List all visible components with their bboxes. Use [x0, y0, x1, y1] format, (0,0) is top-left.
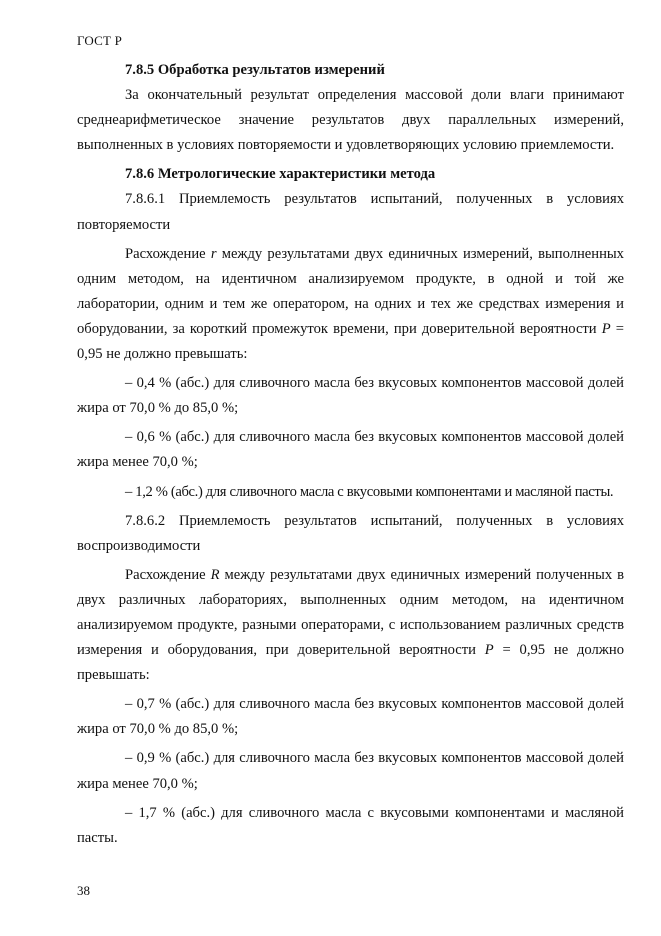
- paragraph-processing-results: За окончательный результат определения массовой доли влаги принимают среднеарифметическое значение результатов двух параллельных измерений, выполненных в условиях повторяемости и удовлетворяющих условию приемлемости.: [77, 87, 624, 154]
- text-run: Расхождение: [125, 566, 211, 583]
- symbol-p: P: [484, 642, 494, 659]
- document-header: ГОСТ Р: [77, 33, 123, 48]
- list-item-repeatability-2: – 0,6 % (абс.) для сливочного масла без вкусовых компонентов массовой долей жира менее 70,0 %;: [77, 429, 624, 471]
- list-item-reproducibility-1: – 0,7 % (абс.) для сливочного масла без вкусовых компонентов массовой долей жира от 70,0 % до 85,0 %;: [77, 696, 624, 738]
- section-heading-7-8-5: 7.8.5 Обработка результатов измерений: [125, 62, 385, 78]
- subsection-title-7-8-6-2: 7.8.6.2 Приемлемость результатов испытаний, полученных в условиях воспроизводимости: [77, 512, 624, 554]
- subsection-title-7-8-6-1: 7.8.6.1 Приемлемость результатов испытаний, полученных в условиях повторяемости: [77, 191, 624, 233]
- text-run: между результатами двух единичных измерений полученных в двух различных лабораториях, выполненных одним методом, на идентичном анализируемом продукте, разными операторами, с использованием различных средств измерения и оборудования, при доверительной вероятности: [77, 566, 624, 659]
- list-item-reproducibility-3: – 1,7 % (абс.) для сливочного масла с вкусовыми компонентами и масляной пасты.: [77, 804, 624, 846]
- text-run: между результатами двух единичных измерений, выполненных одним методом, на идентичном анализируемом продукте, в одной и той же лаборатории, одним и тем же оператором, на одних и тех же средствах измерения и оборудовании, за короткий промежуток времени, при доверительной вероятности: [77, 245, 624, 337]
- list-item-reproducibility-2: – 0,9 % (абс.) для сливочного масла без вкусовых компонентов массовой долей жира менее 70,0 %;: [77, 750, 624, 792]
- list-item-repeatability-3: – 1,2 % (абс.) для сливочного масла с вкусовыми компонентами и масляной пасты.: [125, 483, 614, 500]
- paragraph-repeatability-discrepancy: [77, 242, 624, 367]
- page-number: 38: [77, 883, 90, 898]
- symbol-p: P: [601, 320, 611, 337]
- symbol-capital-r: R: [210, 566, 220, 583]
- page-content: [77, 58, 624, 851]
- text-run: Расхождение: [125, 245, 211, 262]
- text-run: = 0,95 не должно превышать:: [77, 642, 624, 684]
- list-item-repeatability-1: – 0,4 % (абс.) для сливочного масла без вкусовых компонентов массовой долей жира от 70,0 % до 85,0 %;: [77, 375, 624, 417]
- paragraph-reproducibility-discrepancy: [77, 563, 624, 688]
- symbol-r: r: [210, 245, 217, 262]
- text-run: = 0,95 не должно превышать:: [77, 320, 624, 363]
- section-heading-7-8-6: 7.8.6 Метрологические характеристики метода: [125, 166, 436, 183]
